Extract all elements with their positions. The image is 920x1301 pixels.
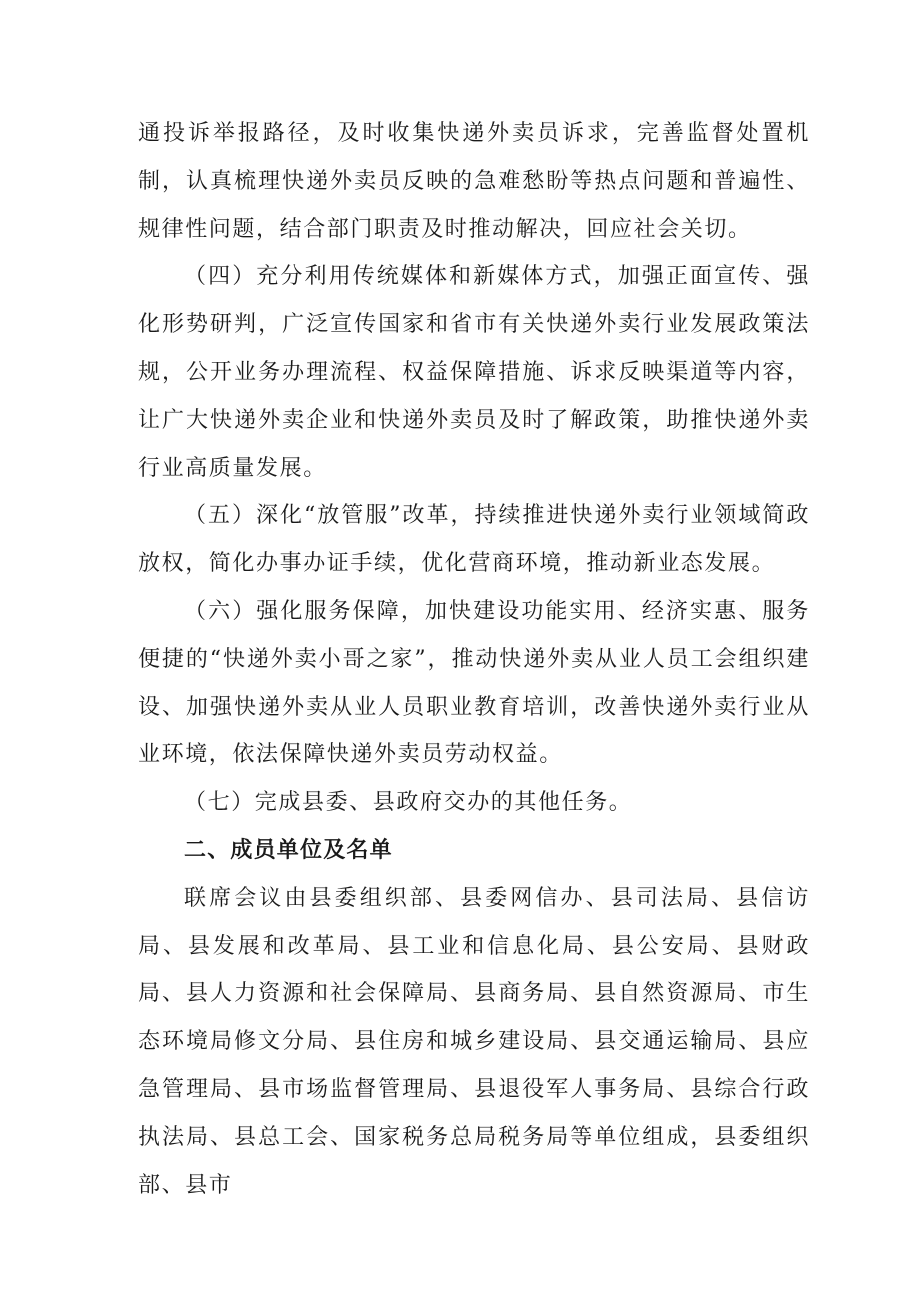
paragraph-item-5: （五）深化“放管服”改革，持续推进快递外卖行业领域简政放权，简化办事办证手续，优化营商环境，推动新业态发展。 [138, 503, 810, 577]
paragraph-item-4: （四）充分利用传统媒体和新媒体方式，加强正面宣传、强化形势研判，广泛宣传国家和省市有关快递外卖行业发展政策法规，公开业务办理流程、权益保障措施、诉求反映渠道等内容，让广大快递外卖企业和快递外卖员及时了解政策，助推快递外卖行业高质量发展。 [138, 264, 810, 481]
paragraph-continuation: 通投诉举报路径，及时收集快递外卖员诉求，完善监督处置机制，认真梳理快递外卖员反映的急难愁盼等热点问题和普遍性、规律性问题，结合部门职责及时推动解决，回应社会关切。 [138, 121, 810, 242]
paragraph-member-units: 联席会议由县委组织部、县委网信办、县司法局、县信访局、县发展和改革局、县工业和信息化局、县公安局、县财政局、县人力资源和社会保障局、县商务局、县自然资源局、市生态环境局修文分局、县住房和城乡建设局、县交通运输局、县应急管理局、县市场监督管理局、县退役军人事务局、县综合行政执法局、县总工会、国家税务总局税务局等单位组成，县委组织部、县市 [138, 885, 810, 1198]
section-heading-members: 二、成员单位及名单 [184, 837, 393, 863]
document-page [138, 110, 810, 1209]
paragraph-item-6: （六）强化服务保障，加快建设功能实用、经济实惠、服务便捷的“快递外卖小哥之家”，推动快递外卖从业人员工会组织建设、加强快递外卖从业人员职业教育培训，改善快递外卖行业从业环境，依法保障快递外卖员劳动权益。 [138, 598, 810, 768]
paragraph-item-7: （七）完成县委、县政府交办的其他任务。 [184, 790, 633, 816]
